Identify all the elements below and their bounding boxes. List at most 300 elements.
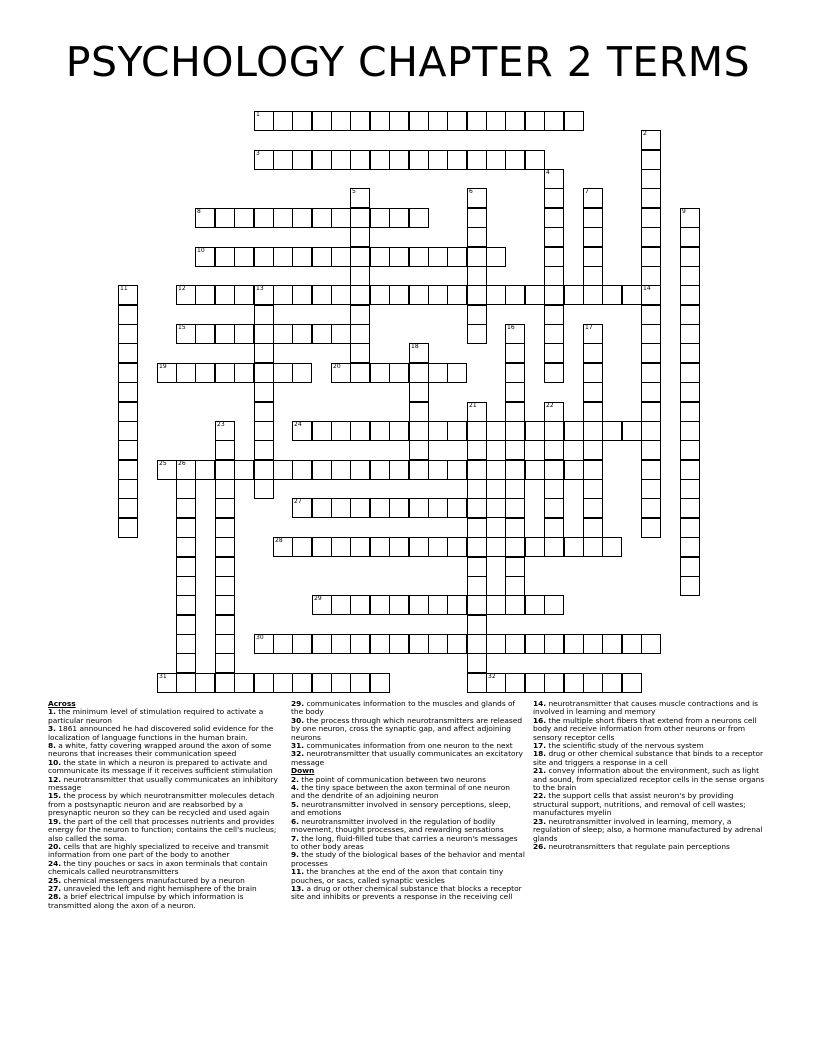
grid-cell[interactable] — [544, 673, 564, 693]
grid-cell[interactable] — [641, 479, 661, 499]
grid-cell[interactable] — [467, 208, 487, 228]
grid-cell[interactable] — [273, 208, 293, 228]
grid-cell[interactable] — [467, 402, 487, 422]
grid-cell[interactable] — [215, 363, 235, 383]
grid-cell[interactable] — [215, 673, 235, 693]
grid-cell[interactable] — [641, 498, 661, 518]
grid-cell[interactable] — [292, 363, 312, 383]
grid-cell[interactable] — [505, 595, 525, 615]
grid-cell[interactable] — [350, 634, 370, 654]
grid-cell[interactable] — [176, 557, 196, 577]
grid-cell[interactable] — [350, 324, 370, 344]
grid-cell[interactable] — [389, 498, 409, 518]
grid-cell[interactable] — [176, 460, 196, 480]
grid-cell[interactable] — [583, 285, 603, 305]
grid-cell[interactable] — [312, 247, 332, 267]
grid-cell[interactable] — [389, 634, 409, 654]
grid-cell[interactable] — [428, 421, 448, 441]
grid-cell[interactable] — [350, 537, 370, 557]
grid-cell[interactable] — [544, 227, 564, 247]
grid-cell[interactable] — [641, 266, 661, 286]
grid-cell[interactable] — [215, 537, 235, 557]
grid-cell[interactable] — [680, 479, 700, 499]
grid-cell[interactable] — [195, 324, 215, 344]
grid-cell[interactable] — [254, 460, 274, 480]
grid-cell[interactable] — [234, 673, 254, 693]
grid-cell[interactable] — [176, 479, 196, 499]
grid-cell[interactable] — [292, 460, 312, 480]
grid-cell[interactable] — [602, 421, 622, 441]
grid-cell[interactable] — [641, 208, 661, 228]
grid-cell[interactable] — [583, 402, 603, 422]
grid-cell[interactable] — [409, 595, 429, 615]
grid-cell[interactable] — [467, 305, 487, 325]
grid-cell[interactable] — [389, 150, 409, 170]
grid-cell[interactable] — [583, 324, 603, 344]
grid-cell[interactable] — [195, 285, 215, 305]
grid-cell[interactable] — [622, 673, 642, 693]
grid-cell[interactable] — [350, 150, 370, 170]
grid-cell[interactable] — [409, 150, 429, 170]
grid-cell[interactable] — [467, 653, 487, 673]
grid-cell[interactable] — [544, 324, 564, 344]
grid-cell[interactable] — [215, 479, 235, 499]
grid-cell[interactable] — [312, 324, 332, 344]
grid-cell[interactable] — [370, 363, 390, 383]
grid-cell[interactable] — [254, 324, 274, 344]
grid-cell[interactable] — [428, 634, 448, 654]
grid-cell[interactable] — [447, 150, 467, 170]
grid-cell[interactable] — [350, 421, 370, 441]
grid-cell[interactable] — [544, 247, 564, 267]
grid-cell[interactable] — [350, 498, 370, 518]
grid-cell[interactable] — [641, 363, 661, 383]
grid-cell[interactable] — [254, 673, 274, 693]
grid-cell[interactable] — [118, 402, 138, 422]
grid-cell[interactable] — [525, 111, 545, 131]
grid-cell[interactable] — [583, 227, 603, 247]
grid-cell[interactable] — [486, 673, 506, 693]
grid-cell[interactable] — [118, 498, 138, 518]
grid-cell[interactable] — [544, 169, 564, 189]
grid-cell[interactable] — [312, 150, 332, 170]
grid-cell[interactable] — [312, 673, 332, 693]
grid-cell[interactable] — [389, 595, 409, 615]
grid-cell[interactable] — [389, 247, 409, 267]
grid-cell[interactable] — [544, 285, 564, 305]
grid-cell[interactable] — [583, 343, 603, 363]
grid-cell[interactable] — [292, 673, 312, 693]
grid-cell[interactable] — [370, 285, 390, 305]
grid-cell[interactable] — [583, 188, 603, 208]
grid-cell[interactable] — [409, 382, 429, 402]
grid-cell[interactable] — [331, 460, 351, 480]
grid-cell[interactable] — [564, 634, 584, 654]
grid-cell[interactable] — [505, 634, 525, 654]
grid-cell[interactable] — [447, 285, 467, 305]
grid-cell[interactable] — [331, 208, 351, 228]
grid-cell[interactable] — [544, 440, 564, 460]
grid-cell[interactable] — [486, 634, 506, 654]
grid-cell[interactable] — [350, 111, 370, 131]
grid-cell[interactable] — [680, 498, 700, 518]
grid-cell[interactable] — [641, 421, 661, 441]
grid-cell[interactable] — [641, 169, 661, 189]
grid-cell[interactable] — [680, 266, 700, 286]
grid-cell[interactable] — [409, 111, 429, 131]
grid-cell[interactable] — [370, 421, 390, 441]
grid-cell[interactable] — [467, 498, 487, 518]
grid-cell[interactable] — [641, 285, 661, 305]
grid-cell[interactable] — [370, 460, 390, 480]
grid-cell[interactable] — [564, 421, 584, 441]
grid-cell[interactable] — [215, 615, 235, 635]
grid-cell[interactable] — [409, 208, 429, 228]
grid-cell[interactable] — [254, 421, 274, 441]
grid-cell[interactable] — [331, 595, 351, 615]
grid-cell[interactable] — [254, 285, 274, 305]
grid-cell[interactable] — [505, 324, 525, 344]
grid-cell[interactable] — [583, 421, 603, 441]
grid-cell[interactable] — [641, 402, 661, 422]
grid-cell[interactable] — [583, 208, 603, 228]
grid-cell[interactable] — [292, 285, 312, 305]
grid-cell[interactable] — [486, 460, 506, 480]
grid-cell[interactable] — [467, 673, 487, 693]
grid-cell[interactable] — [641, 634, 661, 654]
grid-cell[interactable] — [409, 634, 429, 654]
grid-cell[interactable] — [409, 460, 429, 480]
grid-cell[interactable] — [215, 285, 235, 305]
grid-cell[interactable] — [641, 247, 661, 267]
grid-cell[interactable] — [273, 324, 293, 344]
grid-cell[interactable] — [505, 498, 525, 518]
grid-cell[interactable] — [195, 363, 215, 383]
grid-cell[interactable] — [195, 460, 215, 480]
grid-cell[interactable] — [370, 537, 390, 557]
grid-cell[interactable] — [118, 343, 138, 363]
grid-cell[interactable] — [486, 285, 506, 305]
grid-cell[interactable] — [331, 363, 351, 383]
grid-cell[interactable] — [583, 498, 603, 518]
grid-cell[interactable] — [273, 634, 293, 654]
grid-cell[interactable] — [680, 343, 700, 363]
grid-cell[interactable] — [447, 111, 467, 131]
grid-cell[interactable] — [331, 150, 351, 170]
grid-cell[interactable] — [292, 324, 312, 344]
grid-cell[interactable] — [195, 208, 215, 228]
grid-cell[interactable] — [118, 518, 138, 538]
grid-cell[interactable] — [544, 479, 564, 499]
grid-cell[interactable] — [215, 208, 235, 228]
grid-cell[interactable] — [564, 111, 584, 131]
grid-cell[interactable] — [467, 150, 487, 170]
grid-cell[interactable] — [176, 537, 196, 557]
grid-cell[interactable] — [583, 673, 603, 693]
grid-cell[interactable] — [680, 576, 700, 596]
grid-cell[interactable] — [389, 111, 409, 131]
grid-cell[interactable] — [680, 557, 700, 577]
grid-cell[interactable] — [195, 673, 215, 693]
grid-cell[interactable] — [583, 537, 603, 557]
grid-cell[interactable] — [505, 111, 525, 131]
grid-cell[interactable] — [680, 363, 700, 383]
grid-cell[interactable] — [641, 518, 661, 538]
grid-cell[interactable] — [447, 247, 467, 267]
grid-cell[interactable] — [564, 673, 584, 693]
grid-cell[interactable] — [409, 402, 429, 422]
grid-cell[interactable] — [312, 285, 332, 305]
grid-cell[interactable] — [215, 324, 235, 344]
grid-cell[interactable] — [467, 111, 487, 131]
grid-cell[interactable] — [428, 150, 448, 170]
grid-cell[interactable] — [467, 576, 487, 596]
grid-cell[interactable] — [583, 247, 603, 267]
grid-cell[interactable] — [118, 479, 138, 499]
grid-cell[interactable] — [467, 227, 487, 247]
grid-cell[interactable] — [505, 460, 525, 480]
grid-cell[interactable] — [176, 615, 196, 635]
grid-cell[interactable] — [447, 595, 467, 615]
grid-cell[interactable] — [583, 479, 603, 499]
grid-cell[interactable] — [273, 537, 293, 557]
grid-cell[interactable] — [680, 227, 700, 247]
grid-cell[interactable] — [331, 498, 351, 518]
grid-cell[interactable] — [486, 111, 506, 131]
grid-cell[interactable] — [544, 498, 564, 518]
grid-cell[interactable] — [234, 324, 254, 344]
grid-cell[interactable] — [525, 673, 545, 693]
grid-cell[interactable] — [505, 479, 525, 499]
grid-cell[interactable] — [215, 653, 235, 673]
grid-cell[interactable] — [292, 634, 312, 654]
grid-cell[interactable] — [544, 518, 564, 538]
grid-cell[interactable] — [176, 595, 196, 615]
grid-cell[interactable] — [215, 518, 235, 538]
grid-cell[interactable] — [467, 421, 487, 441]
grid-cell[interactable] — [505, 150, 525, 170]
grid-cell[interactable] — [467, 479, 487, 499]
grid-cell[interactable] — [641, 324, 661, 344]
grid-cell[interactable] — [370, 634, 390, 654]
grid-cell[interactable] — [292, 150, 312, 170]
grid-cell[interactable] — [215, 247, 235, 267]
grid-cell[interactable] — [254, 634, 274, 654]
grid-cell[interactable] — [680, 382, 700, 402]
grid-cell[interactable] — [486, 421, 506, 441]
grid-cell[interactable] — [370, 595, 390, 615]
grid-cell[interactable] — [467, 247, 487, 267]
grid-cell[interactable] — [118, 324, 138, 344]
grid-cell[interactable] — [370, 208, 390, 228]
grid-cell[interactable] — [505, 382, 525, 402]
grid-cell[interactable] — [428, 460, 448, 480]
grid-cell[interactable] — [680, 305, 700, 325]
grid-cell[interactable] — [583, 460, 603, 480]
grid-cell[interactable] — [312, 498, 332, 518]
grid-cell[interactable] — [486, 595, 506, 615]
grid-cell[interactable] — [350, 227, 370, 247]
grid-cell[interactable] — [583, 518, 603, 538]
grid-cell[interactable] — [254, 440, 274, 460]
grid-cell[interactable] — [680, 285, 700, 305]
grid-cell[interactable] — [409, 498, 429, 518]
grid-cell[interactable] — [505, 402, 525, 422]
grid-cell[interactable] — [312, 111, 332, 131]
grid-cell[interactable] — [176, 518, 196, 538]
grid-cell[interactable] — [447, 363, 467, 383]
grid-cell[interactable] — [350, 460, 370, 480]
grid-cell[interactable] — [486, 247, 506, 267]
grid-cell[interactable] — [409, 537, 429, 557]
grid-cell[interactable] — [641, 130, 661, 150]
grid-cell[interactable] — [254, 479, 274, 499]
grid-cell[interactable] — [486, 537, 506, 557]
grid-cell[interactable] — [544, 208, 564, 228]
grid-cell[interactable] — [176, 673, 196, 693]
grid-cell[interactable] — [505, 343, 525, 363]
grid-cell[interactable] — [641, 150, 661, 170]
grid-cell[interactable] — [467, 460, 487, 480]
grid-cell[interactable] — [622, 634, 642, 654]
grid-cell[interactable] — [331, 247, 351, 267]
grid-cell[interactable] — [505, 557, 525, 577]
grid-cell[interactable] — [505, 576, 525, 596]
grid-cell[interactable] — [505, 421, 525, 441]
grid-cell[interactable] — [602, 673, 622, 693]
grid-cell[interactable] — [273, 285, 293, 305]
grid-cell[interactable] — [389, 363, 409, 383]
grid-cell[interactable] — [467, 285, 487, 305]
grid-cell[interactable] — [583, 440, 603, 460]
grid-cell[interactable] — [505, 285, 525, 305]
grid-cell[interactable] — [467, 440, 487, 460]
grid-cell[interactable] — [118, 440, 138, 460]
grid-cell[interactable] — [544, 188, 564, 208]
grid-cell[interactable] — [525, 634, 545, 654]
grid-cell[interactable] — [544, 421, 564, 441]
grid-cell[interactable] — [331, 634, 351, 654]
grid-cell[interactable] — [350, 305, 370, 325]
grid-cell[interactable] — [641, 460, 661, 480]
grid-cell[interactable] — [544, 266, 564, 286]
grid-cell[interactable] — [370, 673, 390, 693]
grid-cell[interactable] — [273, 247, 293, 267]
grid-cell[interactable] — [234, 285, 254, 305]
grid-cell[interactable] — [525, 285, 545, 305]
grid-cell[interactable] — [389, 421, 409, 441]
grid-cell[interactable] — [292, 537, 312, 557]
grid-cell[interactable] — [312, 421, 332, 441]
grid-cell[interactable] — [350, 266, 370, 286]
grid-cell[interactable] — [680, 208, 700, 228]
grid-cell[interactable] — [525, 421, 545, 441]
grid-cell[interactable] — [583, 634, 603, 654]
grid-cell[interactable] — [680, 324, 700, 344]
grid-cell[interactable] — [157, 460, 177, 480]
grid-cell[interactable] — [525, 595, 545, 615]
grid-cell[interactable] — [215, 634, 235, 654]
grid-cell[interactable] — [215, 498, 235, 518]
grid-cell[interactable] — [331, 285, 351, 305]
grid-cell[interactable] — [350, 363, 370, 383]
grid-cell[interactable] — [118, 421, 138, 441]
grid-cell[interactable] — [622, 421, 642, 441]
grid-cell[interactable] — [525, 150, 545, 170]
grid-cell[interactable] — [622, 285, 642, 305]
grid-cell[interactable] — [447, 498, 467, 518]
grid-cell[interactable] — [641, 343, 661, 363]
grid-cell[interactable] — [215, 421, 235, 441]
grid-cell[interactable] — [195, 247, 215, 267]
grid-cell[interactable] — [564, 537, 584, 557]
grid-cell[interactable] — [447, 421, 467, 441]
grid-cell[interactable] — [544, 363, 564, 383]
grid-cell[interactable] — [389, 460, 409, 480]
grid-cell[interactable] — [312, 460, 332, 480]
grid-cell[interactable] — [447, 537, 467, 557]
grid-cell[interactable] — [273, 363, 293, 383]
grid-cell[interactable] — [331, 421, 351, 441]
grid-cell[interactable] — [331, 537, 351, 557]
grid-cell[interactable] — [254, 305, 274, 325]
grid-cell[interactable] — [176, 634, 196, 654]
grid-cell[interactable] — [467, 324, 487, 344]
grid-cell[interactable] — [505, 440, 525, 460]
grid-cell[interactable] — [409, 285, 429, 305]
grid-cell[interactable] — [409, 440, 429, 460]
grid-cell[interactable] — [467, 595, 487, 615]
grid-cell[interactable] — [234, 363, 254, 383]
grid-cell[interactable] — [157, 673, 177, 693]
grid-cell[interactable] — [680, 247, 700, 267]
grid-cell[interactable] — [292, 208, 312, 228]
grid-cell[interactable] — [350, 595, 370, 615]
grid-cell[interactable] — [176, 324, 196, 344]
grid-cell[interactable] — [467, 634, 487, 654]
grid-cell[interactable] — [118, 382, 138, 402]
grid-cell[interactable] — [273, 111, 293, 131]
grid-cell[interactable] — [467, 615, 487, 635]
grid-cell[interactable] — [292, 498, 312, 518]
grid-cell[interactable] — [234, 208, 254, 228]
grid-cell[interactable] — [389, 208, 409, 228]
grid-cell[interactable] — [680, 518, 700, 538]
grid-cell[interactable] — [680, 460, 700, 480]
grid-cell[interactable] — [544, 305, 564, 325]
grid-cell[interactable] — [118, 460, 138, 480]
grid-cell[interactable] — [273, 673, 293, 693]
grid-cell[interactable] — [428, 595, 448, 615]
grid-cell[interactable] — [370, 247, 390, 267]
grid-cell[interactable] — [292, 111, 312, 131]
grid-cell[interactable] — [583, 363, 603, 383]
grid-cell[interactable] — [292, 247, 312, 267]
grid-cell[interactable] — [389, 537, 409, 557]
grid-cell[interactable] — [602, 537, 622, 557]
grid-cell[interactable] — [273, 460, 293, 480]
grid-cell[interactable] — [370, 111, 390, 131]
grid-cell[interactable] — [215, 440, 235, 460]
grid-cell[interactable] — [215, 576, 235, 596]
grid-cell[interactable] — [176, 576, 196, 596]
grid-cell[interactable] — [389, 285, 409, 305]
grid-cell[interactable] — [350, 673, 370, 693]
grid-cell[interactable] — [680, 537, 700, 557]
grid-cell[interactable] — [544, 460, 564, 480]
grid-cell[interactable] — [331, 324, 351, 344]
grid-cell[interactable] — [525, 460, 545, 480]
